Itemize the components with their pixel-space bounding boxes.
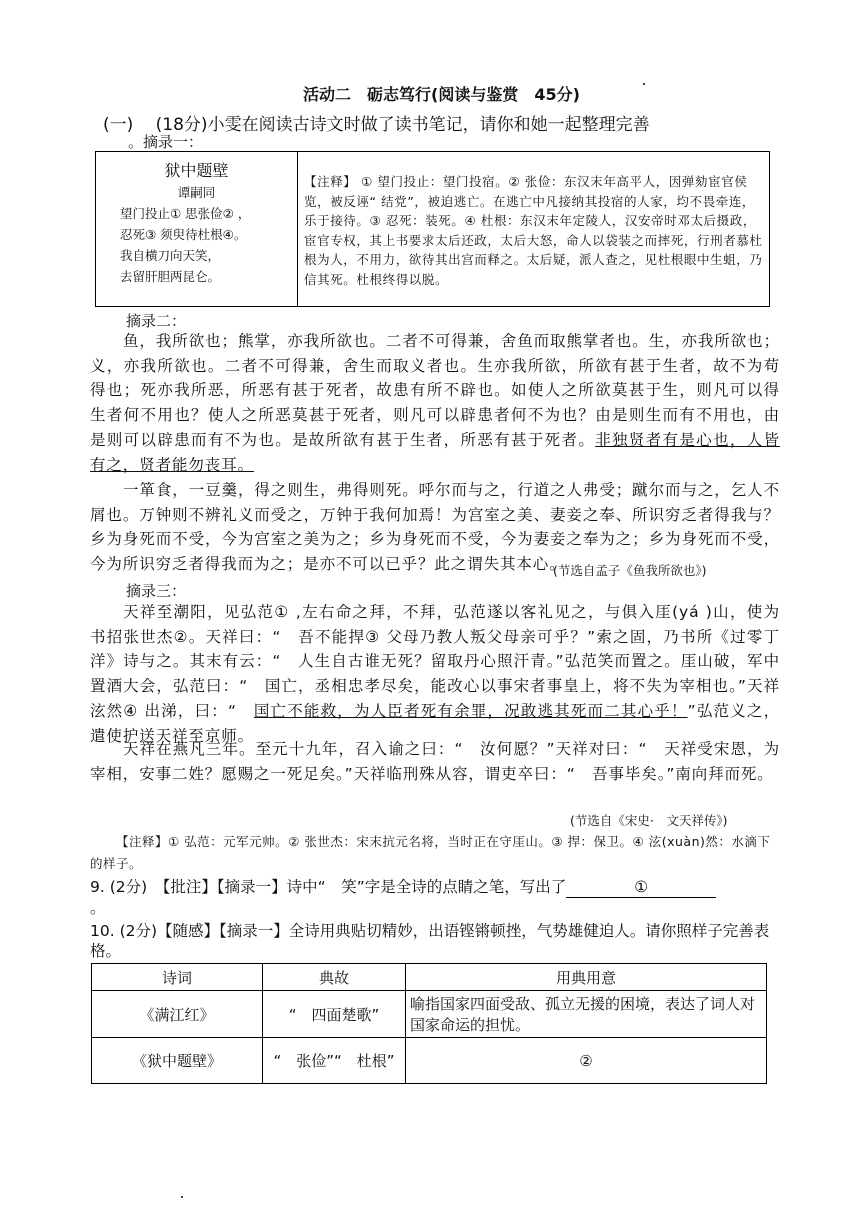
excerpt2-label: 摘录二： <box>126 312 187 330</box>
excerpt1-label: 。摘录一： <box>128 133 204 151</box>
table-cell: 《狱中题壁》 <box>92 1038 263 1084</box>
scan-speck <box>643 83 645 85</box>
excerpt1-box <box>95 151 770 307</box>
question-9-tail: 。 <box>90 899 106 917</box>
table-cell: 喻指国家四面受敌、孤立无援的困境，表达了词人对国家命运的担忧。 <box>406 991 767 1038</box>
excerpt3-label: 摘录三： <box>126 582 187 600</box>
excerpt3-paragraph-1 <box>90 600 780 748</box>
question-10: 10. (2分)【随感】【摘录一】全诗用典贴切精妙，出语铿锵顿挫，气势雄健迫人。请你照样子完善表格。 <box>90 922 770 960</box>
question-9-text: 9. (2分) 【批注】【摘录一】诗中“ 笑”字是全诗的点睛之笔，写出了 <box>90 878 567 896</box>
poem-title: 狱中题壁 <box>164 161 229 180</box>
table-header: 诗词 <box>92 964 263 991</box>
excerpt3-paragraph-2: 天祥在燕凡三年。至元十九年，召入谕之曰：“ 汝何愿？”天祥对曰：“ 天祥受宋恩，为宰相，安事二姓？愿赐之一死足矣。”天祥临刑殊从容，谓吏卒曰：“ 吾事毕矣。”南向拜而死。 <box>90 740 780 783</box>
excerpt1-note: 【注释】 ① 望门投止：望门投宿。② 张俭：东汉末年高平人，因弹劾宦官侯览，被反诬“ 结党”，被迫逃亡。在逃亡中凡接纳其投宿的人家，均不畏牵连，乐于接待。③ 忍死：装死。④ 杜根：东汉末年定陵人，汉安帝时邓太后摄政，宦官专权，其上书要求太后还政，太后大怒，命人以袋装之而摔死，行刑者慕杜根为人，不用力，欲待其出宫而释之。太后疑，派人查之，见杜根眼中生蛆，乃信其死。杜根终得以脱。 <box>304 174 763 287</box>
poem-line: 我自横刀向天笑， <box>120 248 221 263</box>
excerpt2-paragraph-2: 一箪食，一豆羹，得之则生，弗得则死。呼尔而与之，行道之人弗受；蹴尔而与之，乞人不屑也。万钟则不辨礼义而受之，万钟于我何加焉！为宫室之美、妻妾之奉、所识穷乏者得我与？乡为身死而不受，今为宫室之美为之；乡为身死而不受，今为妻妾之奉为之；乡为身死而不受，今为所识穷乏者得我而为之；是亦不可以已乎？此之谓失其本心。 <box>90 481 780 574</box>
scan-speck <box>181 1196 183 1198</box>
question-9 <box>90 877 790 918</box>
page-title: 活动二 砺志笃行(阅读与鉴赏 45分) <box>303 85 580 104</box>
answer-blank-2[interactable]: ② <box>406 1038 767 1084</box>
section-heading: (一) (18分)小雯在阅读古诗文时做了读书笔记，请你和她一起整理完善 <box>103 115 650 135</box>
paragraph-text: 鱼，我所欲也；熊掌，亦我所欲也。二者不可得兼，舍鱼而取熊掌者也。生，亦我所欲也；义，亦我所欲也。二者不可得兼，舍生而取义者也。生亦我所欲，所欲有甚于生者，故不为苟 得也；死亦我所恶，所恶有甚于死者，故患有所不辟也。如使人之所欲莫甚于生，则凡可以得 生者何不用也？使人之所恶莫甚于死者，则凡可以辟患者何不为也？由是则生而有不用也，由 是则可以辟患而有不为也。是故所欲有甚于生者，所恶有甚于死者。 <box>90 332 780 449</box>
table-cell: “ 张俭”“ 杜根” <box>263 1038 406 1084</box>
table-header: 典故 <box>263 964 406 991</box>
excerpt2-paragraph-1 <box>90 329 780 477</box>
allusion-table <box>91 963 767 1084</box>
table-header: 用典用意 <box>406 964 767 991</box>
excerpt3-source: (节选自《宋史· 文天祥传》) <box>570 813 728 828</box>
table-cell: 《满江红》 <box>92 991 263 1038</box>
poem-line: 望门投止① 思张俭② ， <box>120 206 251 221</box>
table-row <box>92 1038 767 1084</box>
excerpt3-note: 【注释】① 弘范：元军元帅。② 张世杰：宋末抗元名将，当时正在守厓山。③ 捍：保卫。④ 泫(xuàn)然：水滴下的样子。 <box>90 834 771 871</box>
poem-line: 去留肝胆两昆仑。 <box>120 269 221 284</box>
underlined-sentence: 非独贤者有是心也，人皆 有之，贤者能勿丧耳。 <box>90 430 780 474</box>
table-header-row <box>92 964 767 991</box>
poem-line: 忍死③ 须臾待杜根④。 <box>120 227 247 242</box>
box-divider <box>297 152 298 306</box>
poem-block <box>96 160 297 287</box>
paragraph-text: ”弘范义之，遣使护送天祥至京师。 <box>90 701 780 745</box>
answer-blank-1[interactable]: ① <box>566 877 716 898</box>
underlined-sentence: 国亡不能救，为人臣者死有余罪，况敢逃其死而二其心乎！ <box>253 701 688 720</box>
table-cell: “ 四面楚歌” <box>263 991 406 1038</box>
poem-author: 谭嗣同 <box>177 185 216 200</box>
excerpt2-source: (节选自孟子《鱼我所欲也》) <box>553 563 707 578</box>
table-row <box>92 991 767 1038</box>
paragraph-text: 天祥至潮阳，见弘范① ,左右命之拜，不拜，弘范遂以客礼见之，与俱入厓(yá )山，使为书招张世杰②。天祥曰：“ 吾不能捍③ 父母乃教人叛父母亲可乎？”索之固，乃书所《过零丁洋》诗与之。其末有云：“ 人生自古谁无死？留取丹心照汗青。”弘范笑而置之。厓山破，军中置酒大会，弘范曰：“ 国亡，丞相忠孝尽矣，能改心以事宋者事皇上，将不失为宰相也。”天祥泫然④ 出涕，曰：“ <box>90 603 780 720</box>
